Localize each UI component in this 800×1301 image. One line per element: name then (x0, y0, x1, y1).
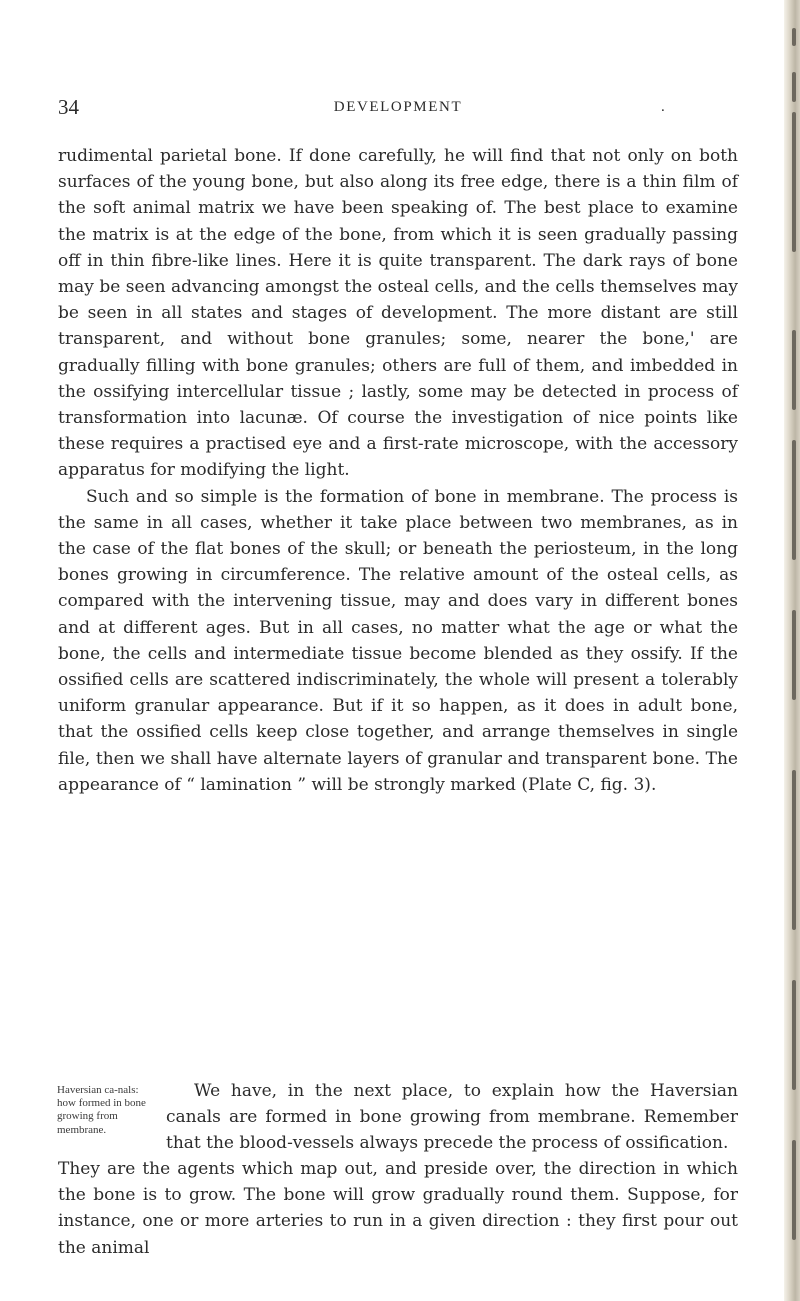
page-edge-mark (792, 980, 796, 1090)
header-mark: . (661, 99, 665, 115)
page-edge-mark (792, 770, 796, 930)
paragraph-3-rest: They are the agents which map out, and preside over, the direction in which the bone is to grow. The bone will grow gradually round them. Suppose, for instance, one or more arteries to run in a given direction : they first pour out the animal (58, 1159, 738, 1258)
page-edge-mark (792, 112, 796, 252)
body-text (58, 143, 738, 798)
page-edge-mark (792, 610, 796, 700)
paragraph-3-continued (58, 1156, 738, 1261)
page-edge-mark (792, 1140, 796, 1240)
margin-note: Haversian ca-nals: how formed in bone growing from membrane. (57, 1084, 146, 1136)
page-edge-mark (792, 28, 796, 46)
page-edge-mark (792, 330, 796, 410)
page-edge-mark (792, 440, 796, 560)
paragraph-2: Such and so simple is the formation of bone in membrane. The process is the same in all cases, whether it take place between two membranes, as in the case of the flat bones of the skull; or beneath the periosteum, in the long bones growing in circumference. The relative amount of the osteal cells, as compared with the intervening tissue, may and does vary in different bones and at different ages. But in all cases, no matter what the age or what the bone, the cells and intermediate tissue become blended as they ossify. If the ossified cells are scattered indiscriminately, the whole will present a tolerably uniform granular appearance. But if it so happen, as it does in adult bone, that the ossified cells keep close together, and arrange themselves in single file, then we shall have alternate layers of granular and transparent bone. The appearance of “ lamination ” will be strongly marked (Plate C, fig. 3). (58, 486, 738, 795)
page-edge (784, 0, 800, 1301)
page-edge-mark (792, 72, 796, 102)
running-head: DEVELOPMENT (333, 99, 463, 115)
paragraph-1: rudimental parietal bone. If done carefully, he will find that not only on both surfaces of the young bone, but also along its free edge, there is a thin film of the soft animal matrix we have been speaking of. The best place to examine the matrix is at the edge of the bone, from which it is seen gradually passing off in thin fibre-like lines. Here it is quite transparent. The dark rays of bone may be seen advancing amongst the osteal cells, and the cells themselves may be seen in all states and stages of development. The more distant are still transparent, and without bone granules; some, nearer the bone,' are gradually filling with bone granules; others are full of them, and imbedded in the ossifying intercellular tissue ; lastly, some may be detected in process of transformation into lacunæ. Of course the investigation of nice points like these requires a practised eye and a first-rate microscope, with the accessory apparatus for modifying the light. (58, 146, 738, 481)
paragraph-3-start: We have, in the next place, to explain how the Haversian canals are formed in bone growing from membrane. Remember that the blood-vessels always precede the process of ossification. (166, 1081, 738, 1154)
page-number: 34 (58, 95, 79, 119)
paragraph-3-beside-note (166, 1078, 738, 1157)
page-header (58, 95, 738, 125)
